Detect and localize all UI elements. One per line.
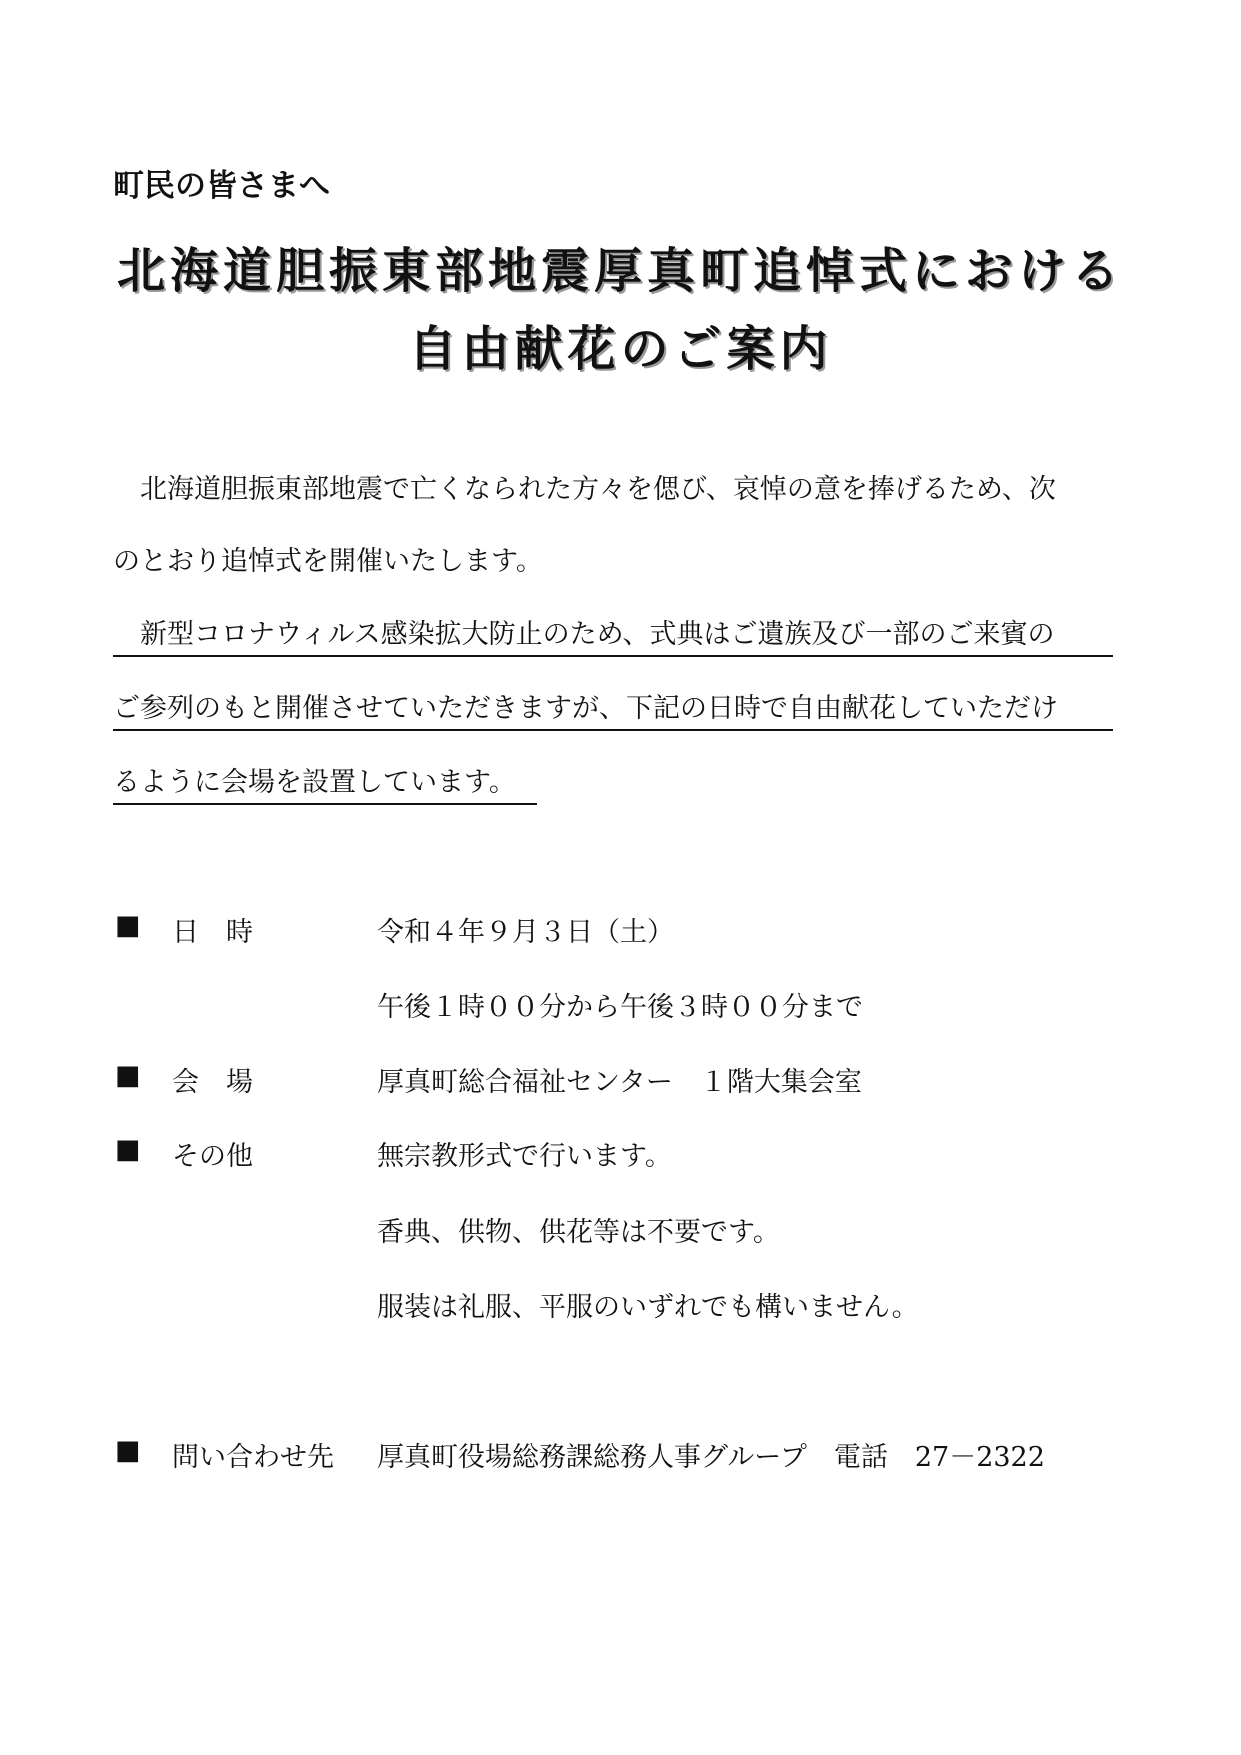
venue-value: 厚真町総合福祉センター １階大集会室	[377, 1067, 862, 1098]
datetime-label: 日 時	[172, 917, 253, 948]
other-value-2: 香典、供物、供花等は不要です。	[377, 1217, 780, 1248]
contact-value: 厚真町役場総務課総務人事グループ 電話 27－2322	[377, 1442, 1045, 1473]
bullet-icon: ■	[115, 910, 141, 941]
title-line-2: 自由献花のご案内	[408, 321, 833, 377]
notice-line-2: ご参列のもと開催させていただきますが、下記の日時で自由献花していただけ	[113, 686, 1113, 731]
bullet-icon: ■	[115, 1060, 141, 1091]
intro-line-2: のとおり追悼式を開催いたします。	[113, 546, 543, 577]
datetime-value-date: 令和４年９月３日（土）	[377, 917, 674, 948]
bullet-icon: ■	[115, 1435, 141, 1466]
other-label: その他	[172, 1141, 253, 1172]
other-value-1: 無宗教形式で行います。	[377, 1141, 672, 1172]
notice-line-1: 新型コロナウィルス感染拡大防止のため、式典はご遺族及び一部のご来賓の	[113, 612, 1113, 657]
datetime-value-time: 午後１時００分から午後３時００分まで	[377, 992, 863, 1023]
notice-line-3: るように会場を設置しています。	[113, 760, 537, 805]
bullet-icon: ■	[115, 1134, 141, 1165]
venue-label: 会 場	[172, 1067, 253, 1098]
contact-label: 問い合わせ先	[172, 1442, 334, 1473]
salutation: 町民の皆さまへ	[113, 168, 330, 204]
intro-line-1: 北海道胆振東部地震で亡くなられた方々を偲び、哀悼の意を捧げるため、次	[113, 474, 1056, 505]
title-line-1: 北海道胆振東部地震厚真町追悼式における	[116, 243, 1124, 299]
other-value-3: 服装は礼服、平服のいずれでも構いません。	[377, 1292, 919, 1323]
